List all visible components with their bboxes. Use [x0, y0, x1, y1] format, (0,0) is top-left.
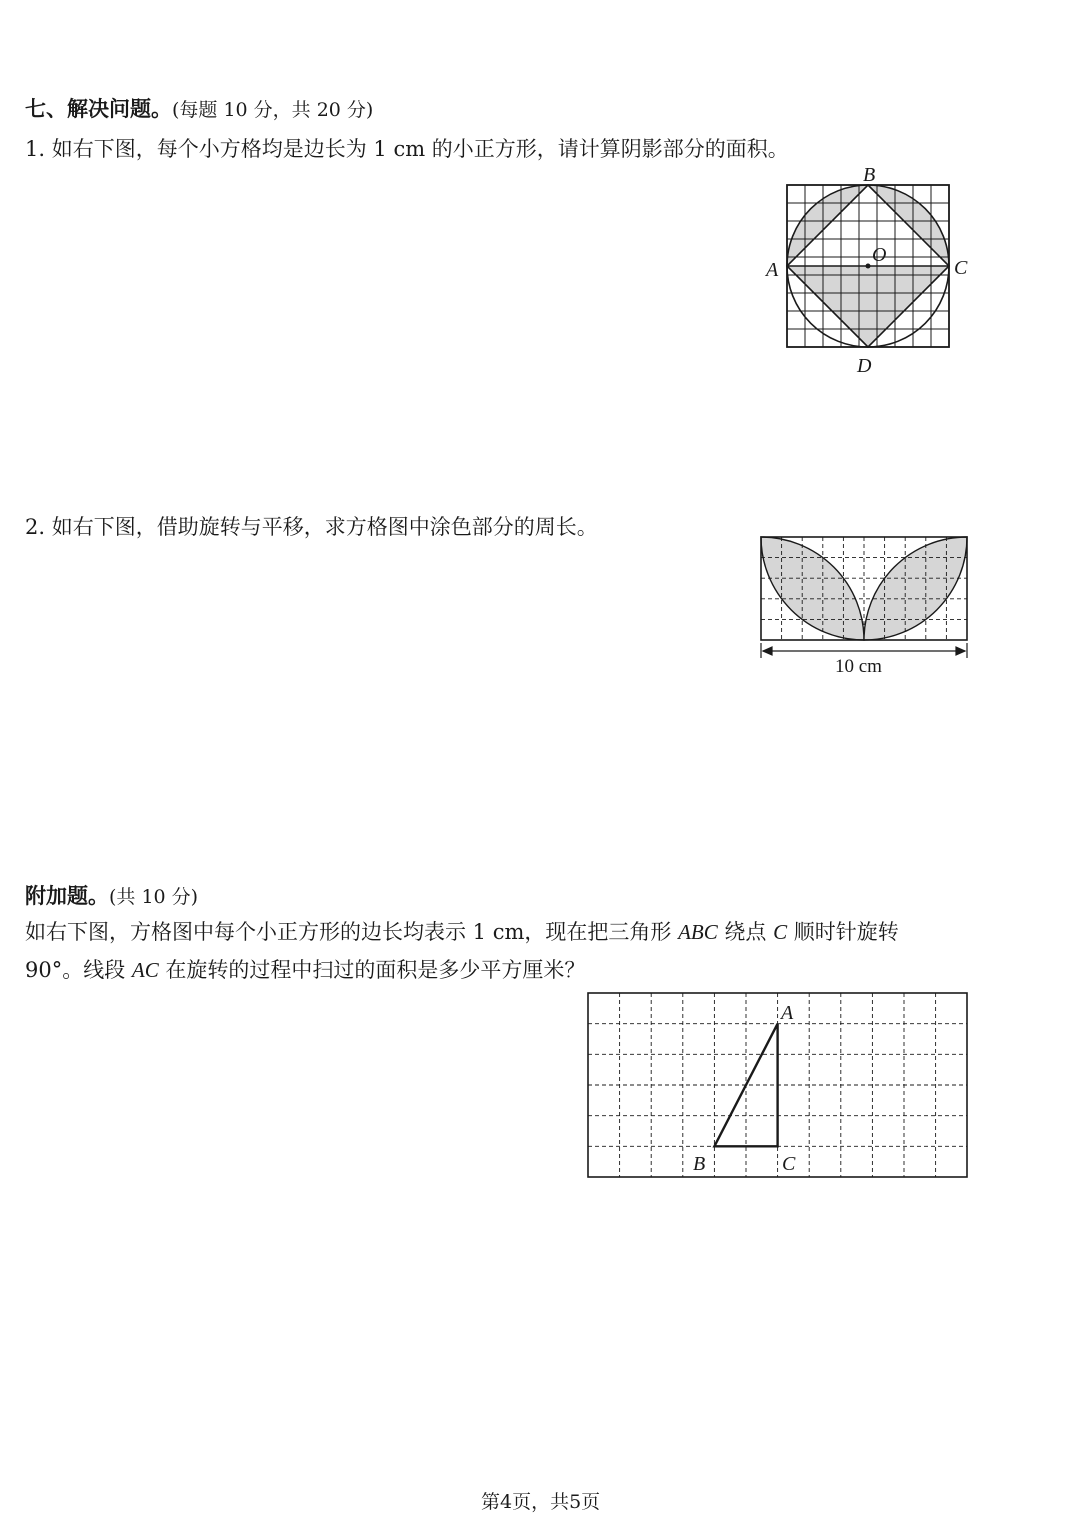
label-b: B: [863, 164, 876, 186]
section-score-note: (每题 10 分，共 20 分): [172, 99, 374, 121]
bonus-text-part: 绕点: [717, 920, 774, 944]
page-footer: 第4页，共5页: [481, 1491, 601, 1513]
segment-ac-ref: AC: [131, 958, 159, 982]
question-2-text: 如右下图，借助旋转与平移，求方格图中涂色部分的周长。: [51, 515, 598, 539]
label-d: D: [857, 355, 872, 377]
triangle-name: ABC: [678, 920, 718, 944]
question-1-text: 如右下图，每个小方格均是边长为 1 cm 的小正方形，请计算阴影部分的面积。: [51, 137, 789, 161]
bonus-title: 附加题。: [25, 883, 109, 908]
label-a: A: [781, 1002, 794, 1024]
label-a: A: [766, 259, 779, 281]
bonus-text-part: 90°。线段: [25, 958, 132, 982]
label-c: C: [782, 1153, 796, 1175]
bonus-text-part: 顺时针旋转: [787, 920, 899, 944]
label-o: O: [872, 244, 887, 266]
dimension-label: 10 cm: [835, 656, 882, 677]
bonus-text-part: 如右下图，方格图中每个小正方形的边长均表示 1 cm，现在把三角形: [25, 920, 679, 944]
label-b: B: [693, 1153, 706, 1175]
bonus-score-note: (共 10 分): [109, 886, 199, 908]
question-2-number: 2.: [25, 515, 46, 539]
point-c-ref: C: [773, 920, 788, 944]
bonus-text-part: 在旋转的过程中扫过的面积是多少平方厘米？: [158, 958, 586, 982]
section-title: 七、解决问题。: [25, 96, 172, 121]
label-c: C: [954, 257, 968, 279]
question-1-number: 1.: [25, 137, 46, 161]
